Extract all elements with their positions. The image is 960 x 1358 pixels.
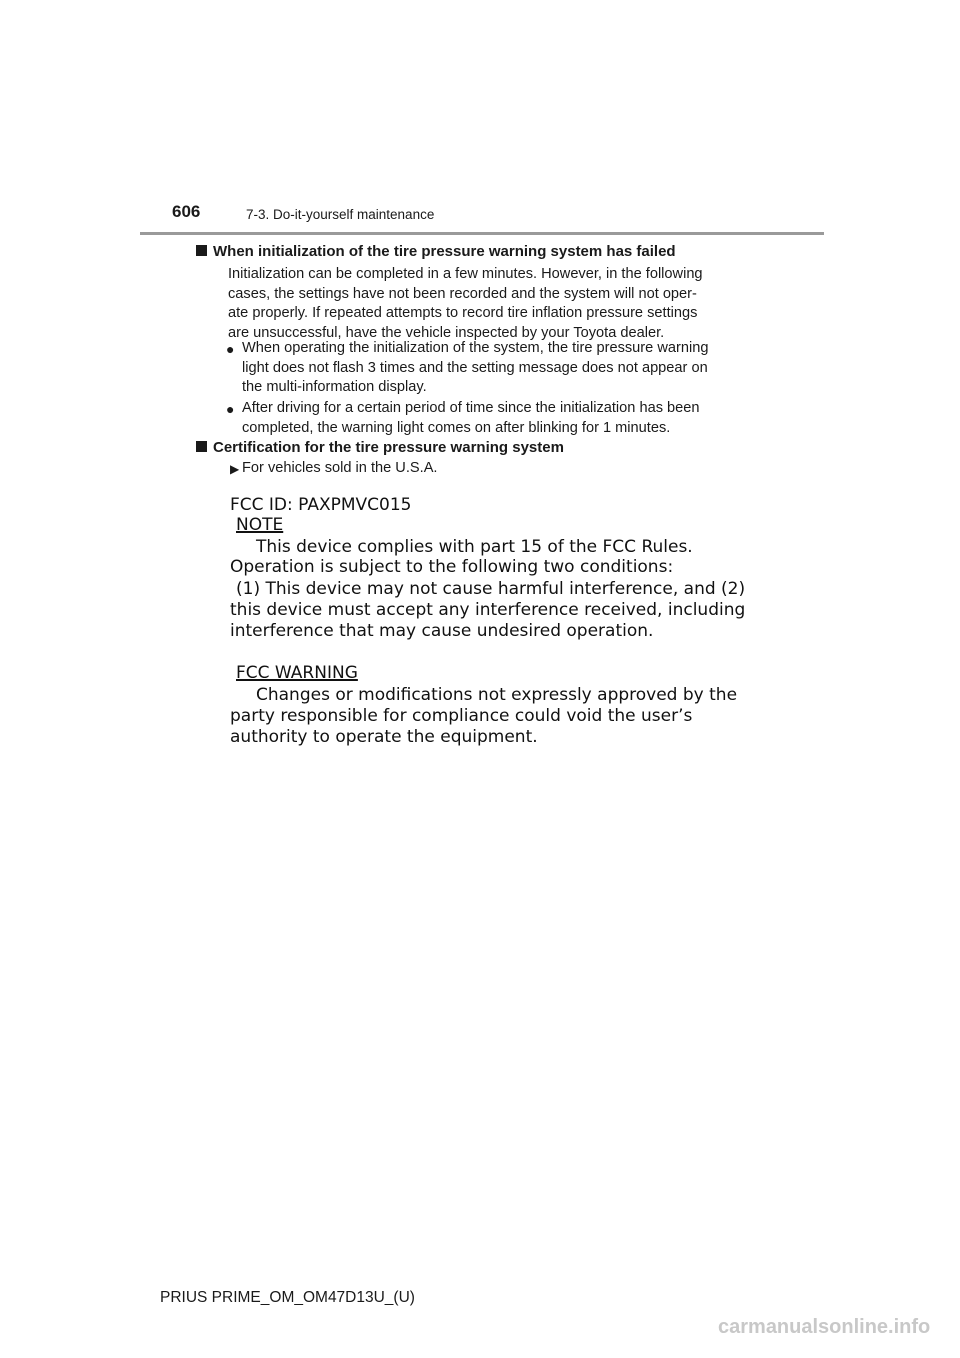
sub-item-usa: For vehicles sold in the U.S.A. (242, 460, 438, 476)
square-bullet-icon (196, 441, 207, 452)
fcc-note-line: interference that may cause undesired operation. (230, 621, 654, 641)
circle-bullet-icon: ● (226, 401, 235, 417)
fcc-note-line: this device must accept any interference received, including (230, 600, 746, 620)
heading-text: Certification for the tire pressure warning system (213, 439, 564, 456)
bullet-item (242, 339, 708, 398)
fcc-warning-title (236, 662, 358, 685)
section-heading-initialization-failed (196, 243, 676, 260)
warning-title-text: FCC WARNING (236, 663, 358, 683)
header-divider (140, 232, 824, 235)
bullet-line: completed, the warning light comes on after blinking for 1 minutes. (242, 419, 671, 436)
bullet-item (242, 399, 700, 438)
fcc-note-line: This device complies with part 15 of the FCC Rules. (256, 537, 693, 557)
bullet-line: light does not flash 3 times and the setting message does not appear on (242, 359, 708, 376)
paragraph-initialization (228, 265, 703, 343)
section-title: 7-3. Do-it-yourself maintenance (246, 207, 435, 222)
fcc-note-line: (1) This device may not cause harmful interference, and (2) (236, 579, 746, 599)
paragraph-line: are unsuccessful, have the vehicle inspected by your Toyota dealer. (228, 324, 665, 341)
paragraph-line: Initialization can be completed in a few minutes. However, in the following (228, 266, 703, 282)
page-number: 606 (172, 202, 201, 221)
fcc-note-line: Operation is subject to the following two conditions: (230, 557, 674, 577)
section-heading-certification (196, 439, 564, 456)
fcc-warning-line: authority to operate the equipment. (230, 727, 538, 747)
arrow-right-icon: ▶ (230, 462, 240, 476)
paragraph-line: cases, the settings have not been recorded and the system will not oper- (228, 285, 697, 302)
paragraph-line: ate properly. If repeated attempts to record tire inflation pressure settings (228, 305, 698, 321)
square-bullet-icon (196, 245, 207, 256)
note-title-text: NOTE (236, 515, 284, 535)
fcc-note-title (236, 514, 283, 537)
bullet-line: When operating the initialization of the system, the tire pressure warning (242, 340, 709, 356)
document-code: PRIUS PRIME_OM_OM47D13U_(U) (160, 1289, 415, 1306)
bullet-line: After driving for a certain period of time since the initialization has been (242, 400, 700, 416)
circle-bullet-icon: ● (226, 341, 235, 357)
fcc-id-line: FCC ID: PAXPMVC015 (230, 495, 412, 515)
heading-text: When initialization of the tire pressure warning system has failed (213, 243, 676, 260)
watermark: carmanualsonline.info (718, 1316, 931, 1338)
bullet-line: the multi-information display. (242, 379, 427, 395)
fcc-warning-line: party responsible for compliance could void the user’s (230, 706, 693, 726)
fcc-warning-line: Changes or modifications not expressly approved by the (256, 685, 738, 705)
